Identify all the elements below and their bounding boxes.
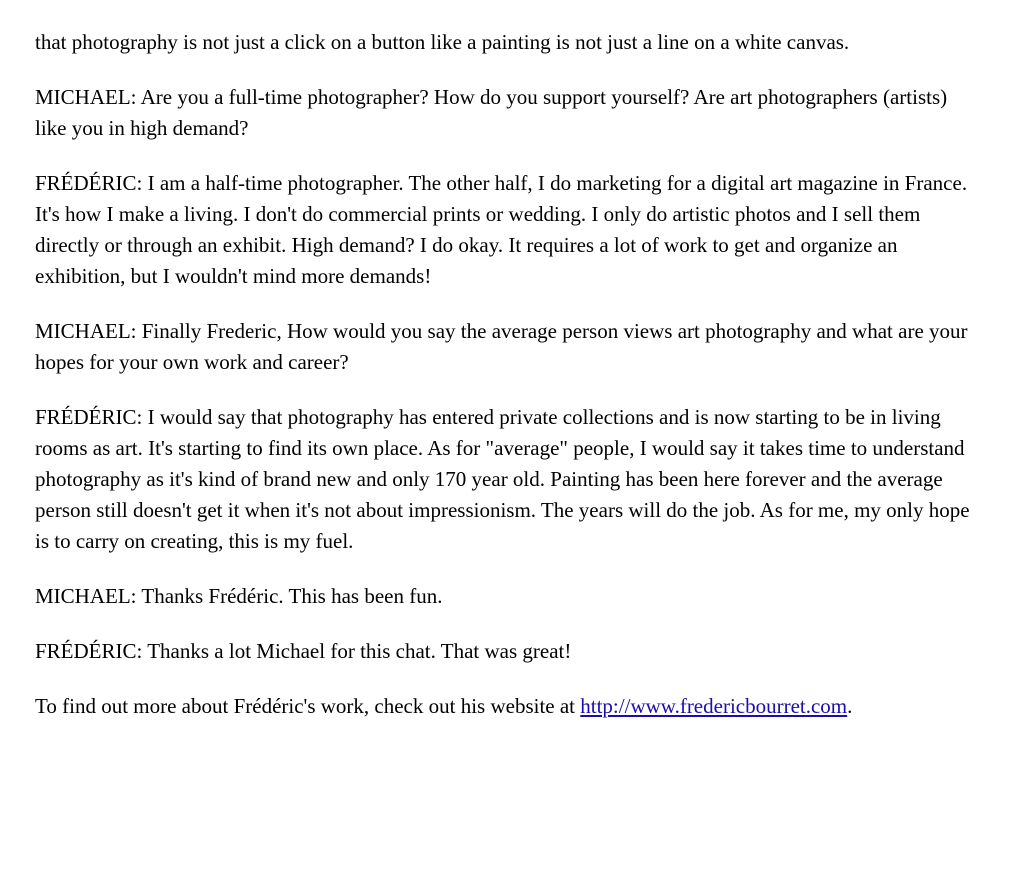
closing-paragraph (35, 691, 980, 722)
paragraph-4: MICHAEL: Finally Frederic, How would you say the average person views art photography and what are your hopes for your own work and career? (35, 319, 968, 374)
paragraph-1: that photography is not just a click on a button like a painting is not just a line on a white canvas. (35, 30, 850, 54)
paragraph-7: FRÉDÉRIC: Thanks a lot Michael for this chat. That was great! (35, 639, 572, 663)
website-link[interactable]: http://www.fredericbourret.com (580, 694, 848, 718)
closing-suffix: . (847, 694, 853, 718)
closing-prefix: To find out more about Frédéric's work, check out his website at (35, 694, 581, 718)
paragraph-3: FRÉDÉRIC: I am a half-time photographer. The other half, I do marketing for a digital art magazine in France. It's how I make a living. I don't do commercial prints or wedding. I only do artistic photos and I sell them directly or through an exhibit. High demand? I do okay. It requires a lot of work to get and organize an exhibition, but I wouldn't mind more demands! (35, 171, 968, 288)
article-body (35, 27, 980, 722)
paragraph-6: MICHAEL: Thanks Frédéric. This has been fun. (35, 584, 443, 608)
paragraph-2: MICHAEL: Are you a full-time photographer? How do you support yourself? Are art photographers (artists) like you in high demand? (35, 85, 948, 140)
paragraph-5: FRÉDÉRIC: I would say that photography has entered private collections and is now starting to be in living rooms as art. It's starting to find its own place. As for "average" people, I would say it takes time to understand photography as it's kind of brand new and only 170 year old. Painting has been here forever and the average person still doesn't get it when it's not about impressionism. The years will do the job. As for me, my only hope is to carry on creating, this is my fuel. (35, 405, 970, 553)
